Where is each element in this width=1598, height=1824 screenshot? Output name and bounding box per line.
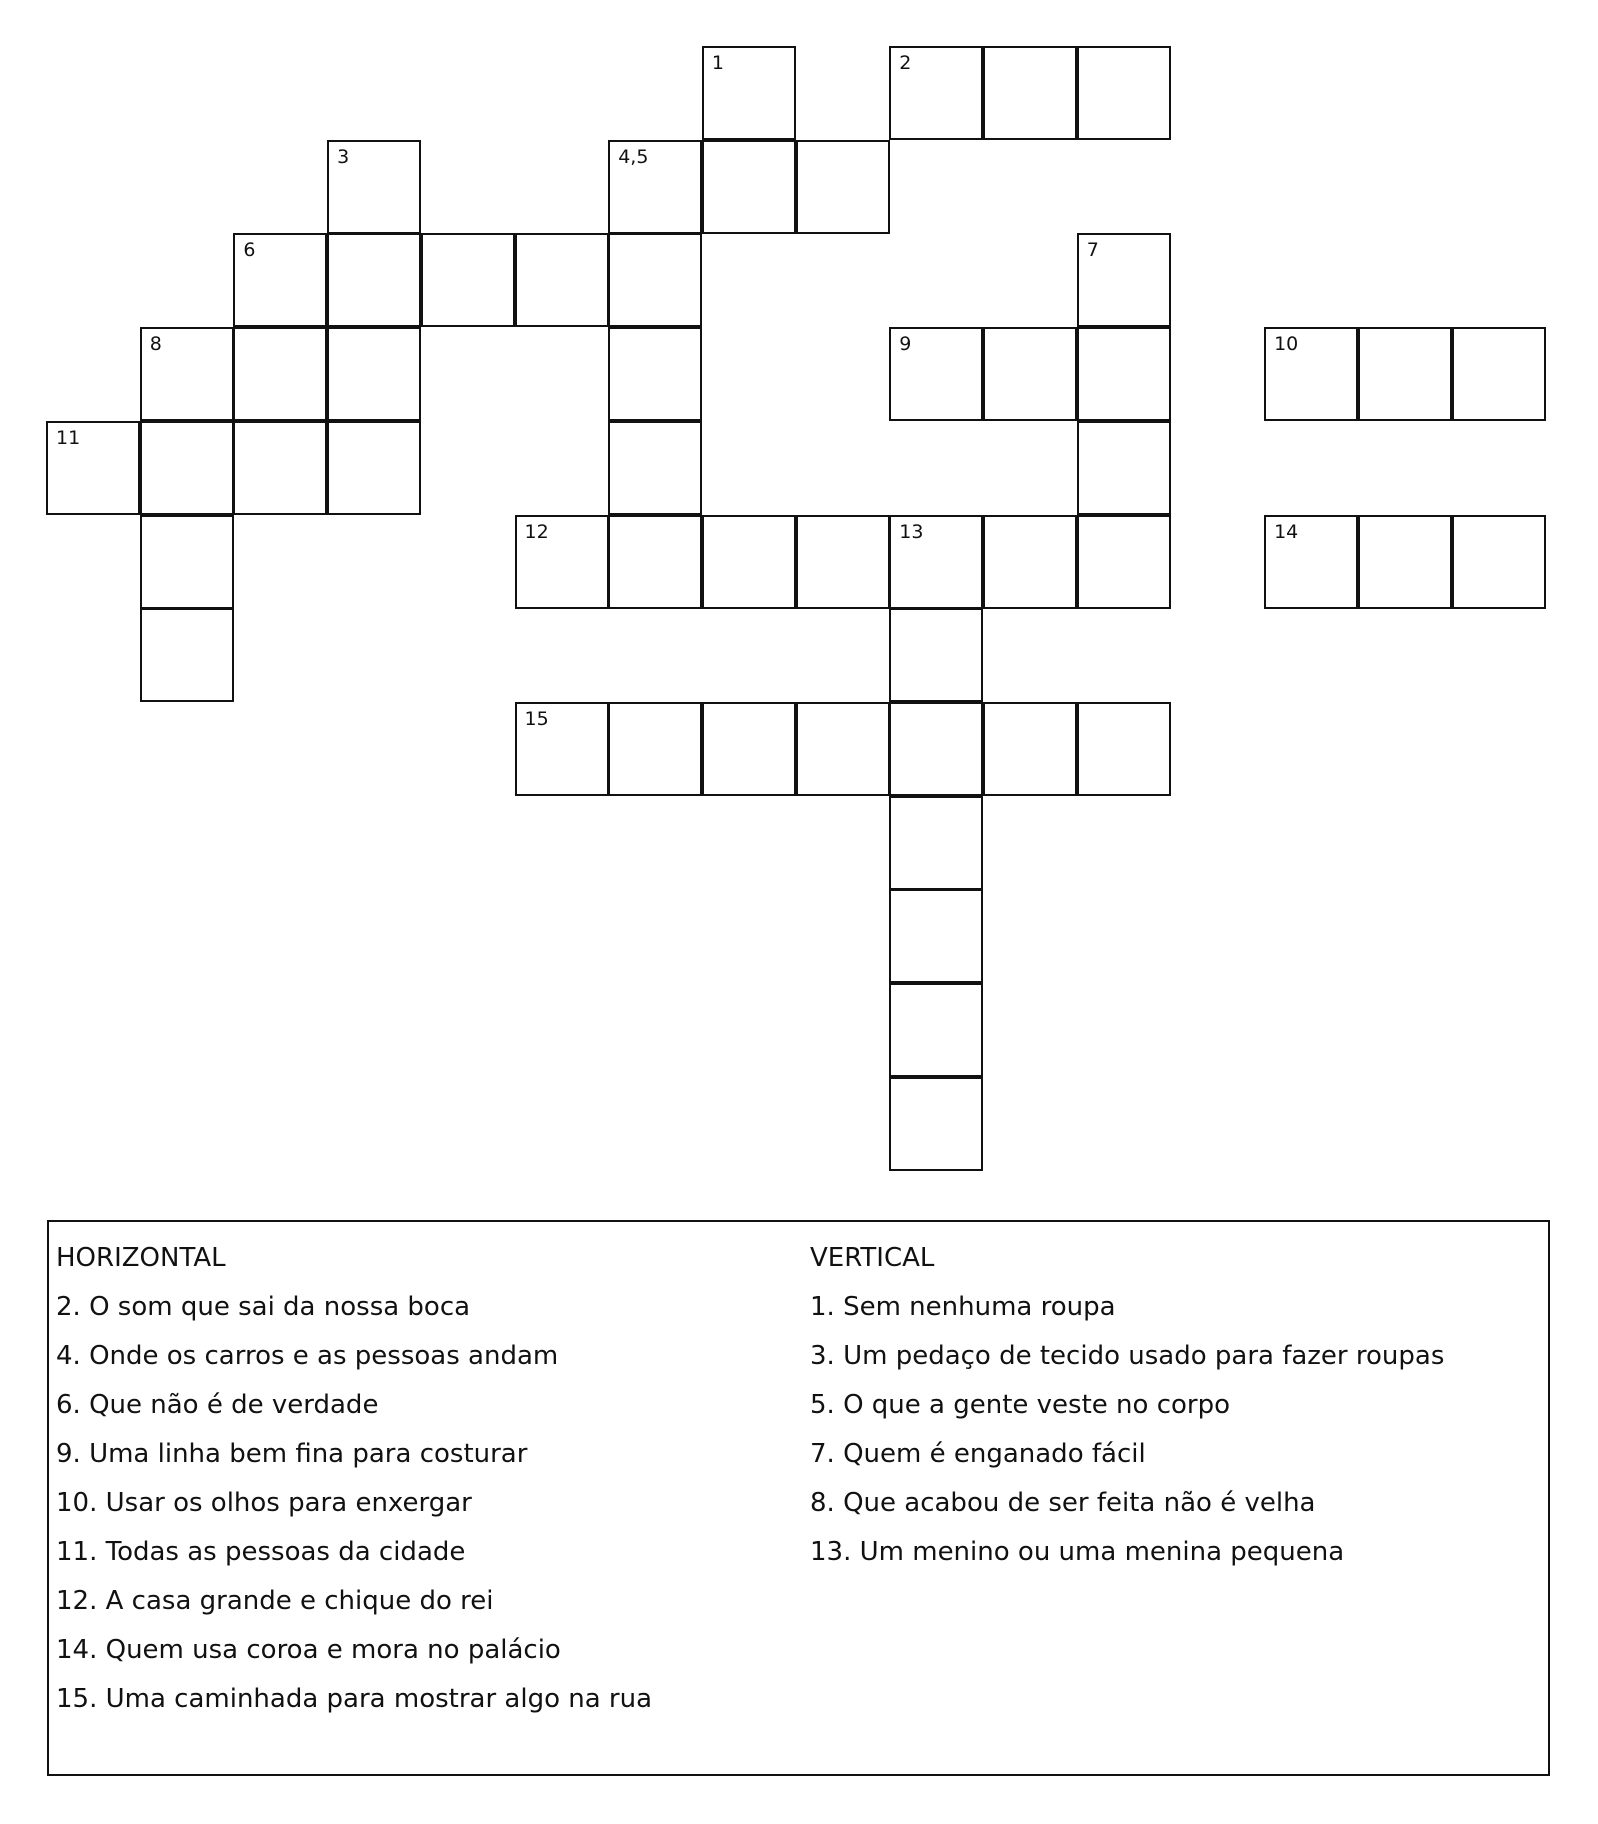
crossword-cell[interactable] [983,702,1077,796]
crossword-cell[interactable] [889,1077,983,1171]
clue-item: 7. Quem é enganado fácil [810,1439,1146,1469]
clue-number: 4,5 [618,145,649,168]
crossword-cell[interactable] [889,796,983,890]
clue-number: 3 [337,145,350,168]
crossword-cell[interactable] [1358,515,1452,609]
clue-item: 14. Quem usa coroa e mora no palácio [56,1635,561,1665]
crossword-cell[interactable] [796,140,890,234]
crossword-cell[interactable] [233,327,327,421]
clue-item: 2. O som que sai da nossa boca [56,1292,471,1322]
clue-item: 9. Uma linha bem fina para costurar [56,1439,528,1469]
crossword-cell[interactable] [140,608,234,702]
clue-number: 10 [1274,333,1299,356]
crossword-cell[interactable] [233,421,327,515]
clue-item: 3. Um pedaço de tecido usado para fazer roupas [810,1341,1445,1371]
horizontal-clue-list [56,1283,652,1724]
crossword-cell[interactable] [515,702,609,796]
crossword-cell[interactable] [889,702,983,796]
clue-number: 7 [1086,239,1099,262]
clue-item: 1. Sem nenhuma roupa [810,1292,1116,1322]
crossword-cell[interactable] [608,327,702,421]
vertical-clues [810,1234,1444,1577]
crossword-cell[interactable] [421,233,515,327]
crossword-cell[interactable] [327,233,421,327]
crossword-cell[interactable] [140,421,234,515]
crossword-cell[interactable] [1452,327,1546,421]
clue-number: 2 [899,52,912,74]
crossword-cell[interactable] [608,515,702,609]
crossword-cell[interactable] [1264,515,1358,609]
crossword-cell[interactable] [702,515,796,609]
crossword-cell[interactable] [796,702,890,796]
clue-item: 11. Todas as pessoas da cidade [56,1537,466,1567]
crossword-cell[interactable] [796,515,890,609]
crossword-cell[interactable] [1077,46,1171,140]
crossword-cell[interactable] [1077,515,1171,609]
clue-number: 8 [149,333,162,356]
clue-number: 9 [899,333,912,356]
crossword-cell[interactable] [889,983,983,1077]
crossword-cell[interactable] [702,702,796,796]
clue-item: 4. Onde os carros e as pessoas andam [56,1341,559,1371]
clue-item: 10. Usar os olhos para enxergar [56,1488,472,1518]
clue-number: 15 [524,707,549,730]
clue-number: 6 [243,239,256,262]
crossword-cell[interactable] [515,515,609,609]
crossword-cell[interactable] [889,46,983,140]
crossword-cell[interactable] [140,327,234,421]
clue-number: 1 [711,52,724,74]
crossword-cell[interactable] [46,421,140,515]
clues-box [47,1220,1550,1776]
crossword-cell[interactable] [608,233,702,327]
crossword-cell[interactable] [140,515,234,609]
crossword-cell[interactable] [1077,327,1171,421]
crossword-cell[interactable] [327,421,421,515]
crossword-cell[interactable] [233,233,327,327]
clue-item: 6. Que não é de verdade [56,1390,379,1420]
crossword-cell[interactable] [983,327,1077,421]
crossword-cell[interactable] [1077,421,1171,515]
vertical-title: VERTICAL [810,1243,935,1273]
crossword-cell[interactable] [983,46,1077,140]
clue-item: 15. Uma caminhada para mostrar algo na rua [56,1684,653,1714]
crossword-cell[interactable] [702,140,796,234]
clue-item: 12. A casa grande e chique do rei [56,1586,494,1616]
horizontal-clues [56,1234,652,1724]
crossword-cell[interactable] [1264,327,1358,421]
crossword-cell[interactable] [889,327,983,421]
crossword-cell[interactable] [983,515,1077,609]
crossword-cell[interactable] [608,702,702,796]
crossword-cell[interactable] [327,140,421,234]
crossword-cell[interactable] [889,608,983,702]
crossword-cell[interactable] [327,327,421,421]
crossword-cell[interactable] [702,46,796,140]
clue-number: 14 [1274,520,1299,543]
crossword-cell[interactable] [1077,233,1171,327]
clue-item: 13. Um menino ou uma menina pequena [810,1537,1345,1567]
crossword-cell[interactable] [889,889,983,983]
clue-number: 12 [524,520,549,543]
clue-number: 13 [899,520,924,543]
crossword-cell[interactable] [1452,515,1546,609]
crossword-cell[interactable] [608,140,702,234]
crossword-cell[interactable] [1358,327,1452,421]
clue-item: 8. Que acabou de ser feita não é velha [810,1488,1316,1518]
vertical-clue-list [810,1283,1444,1577]
crossword-cell[interactable] [889,515,983,609]
crossword-cell[interactable] [515,233,609,327]
crossword-cell[interactable] [1077,702,1171,796]
clue-item: 5. O que a gente veste no corpo [810,1390,1231,1420]
crossword-cell[interactable] [608,421,702,515]
clue-number: 11 [56,426,81,449]
horizontal-title: HORIZONTAL [56,1243,226,1273]
